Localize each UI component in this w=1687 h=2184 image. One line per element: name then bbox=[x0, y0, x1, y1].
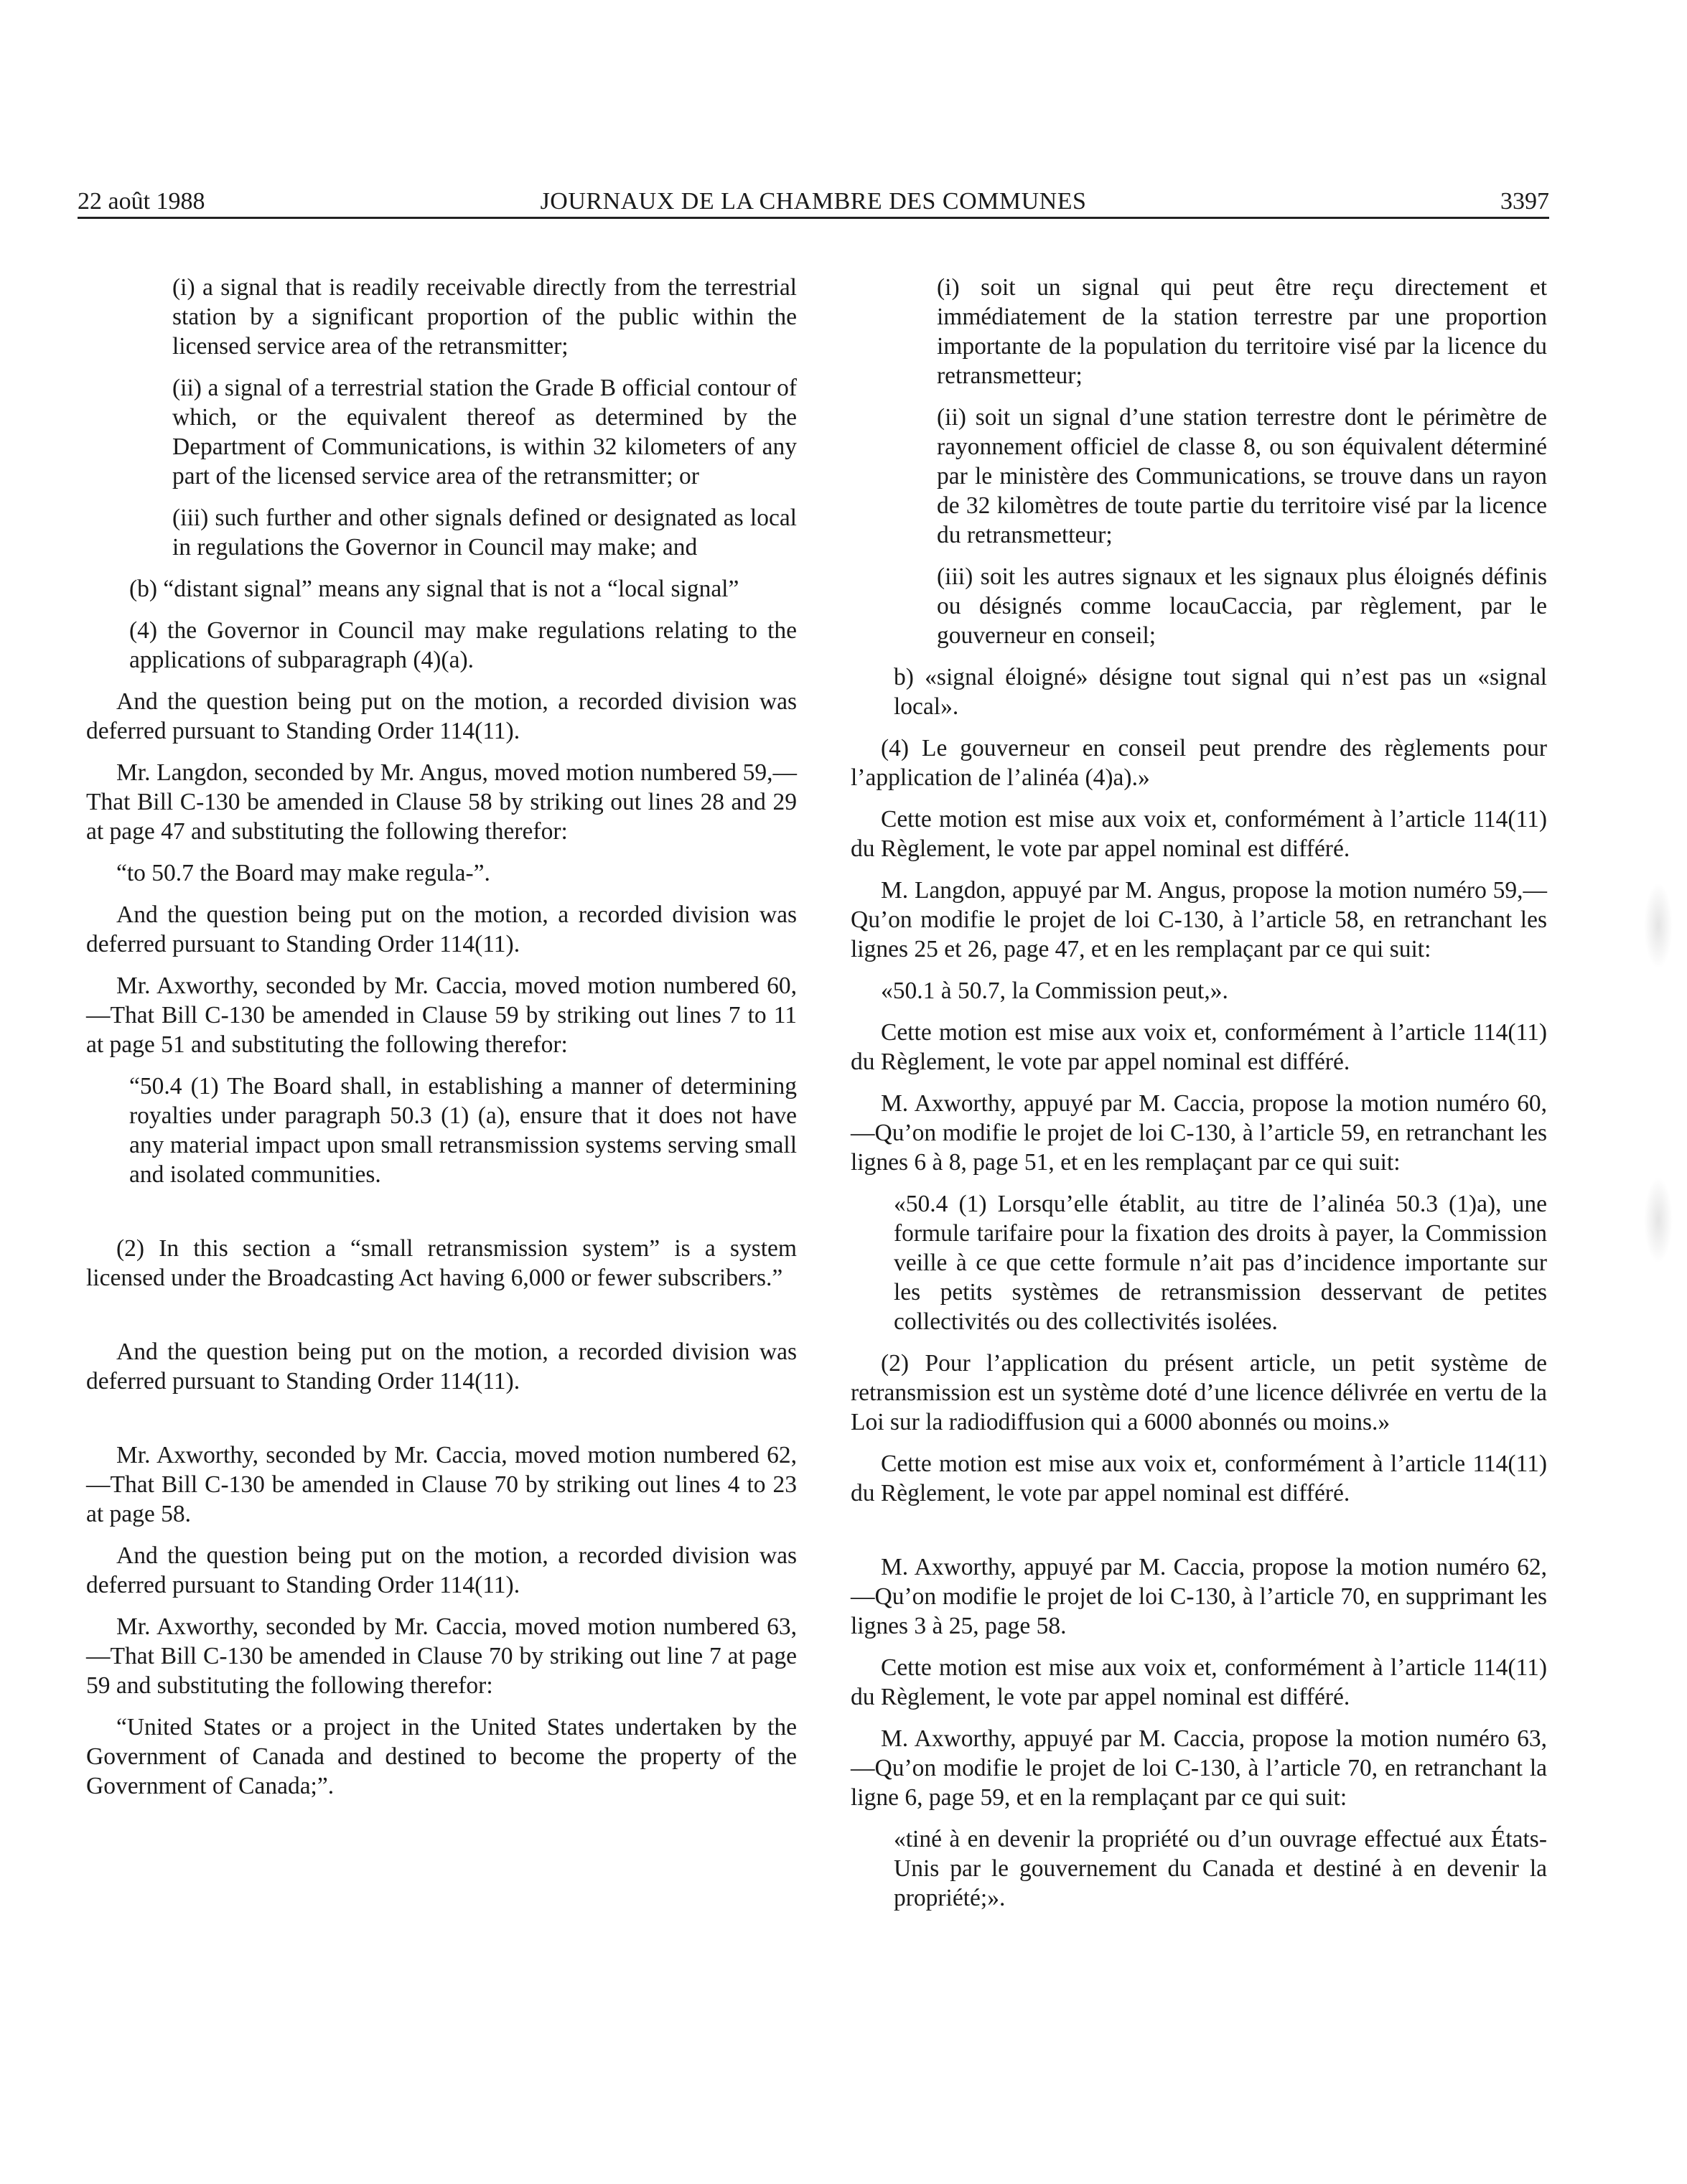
right-paragraph: «50.4 (1) Lorsqu’elle établit, au titre de l’alinéa 50.3 (1)a), une formule tarifaire pour la fixation des droits à payer, la Commission veille à ce que cette formule n’ait pas d’incidence importante sur les petits systèmes de retransmission desservant de petites collectivités ou des collectivités isolées. bbox=[894, 1191, 1547, 1335]
right-paragraph: (4) Le gouverneur en conseil peut prendre des règlements pour l’application de l’alinéa (4)a).» bbox=[851, 735, 1547, 791]
right-paragraph: Cette motion est mise aux voix et, conformément à l’article 114(11) du Règlement, le vote par appel nominal est différé. bbox=[851, 1450, 1547, 1506]
left-paragraph: And the question being put on the motion, a recorded division was deferred pursuant to Standing Order 114(11). bbox=[86, 688, 797, 744]
paragraph-spacer bbox=[86, 1408, 797, 1440]
left-paragraph: (ii) a signal of a terrestrial station the Grade B official contour of which, or the equivalent thereof as determined by the Department of Communications, is within 32 kilometers of any part of the licensed service area of the retransmitter; or bbox=[172, 375, 797, 489]
right-paragraph: «50.1 à 50.7, la Commission peut,». bbox=[881, 978, 1228, 1004]
left-paragraph: (iii) such further and other signals defined or designated as local in regulations the Governor in Council may make; and bbox=[172, 505, 797, 561]
left-paragraph: “50.4 (1) The Board shall, in establishing a manner of determining royalties under paragraph 50.3 (1) (a), ensure that it does not have any material impact upon small retransmission systems serving small and isolated communities. bbox=[129, 1073, 797, 1188]
right-paragraph: «tiné à en devenir la propriété ou d’un ouvrage effectué aux États-Unis par le gouvernement du Canada et destiné à en devenir la propriété;». bbox=[894, 1826, 1547, 1911]
paragraph-spacer bbox=[86, 1305, 797, 1337]
header-title: JOURNAUX DE LA CHAMBRE DES COMMUNES bbox=[540, 188, 1087, 215]
right-paragraph: (iii) soit les autres signaux et les signaux plus éloignés définis ou désignés comme locauCaccia, par règlement, par le gouverneur en conseil; bbox=[937, 563, 1547, 649]
scan-artifact bbox=[1644, 1177, 1673, 1263]
right-paragraph: M. Langdon, appuyé par M. Angus, propose la motion numéro 59,—Qu’on modifie le projet de loi C-130, à l’article 58, en retranchant les lignes 25 et 26, page 47, et en les remplaçant par ce qui suit: bbox=[851, 877, 1547, 962]
header-date: 22 août 1988 bbox=[78, 188, 205, 215]
left-paragraph: Mr. Langdon, seconded by Mr. Angus, moved motion numbered 59,—That Bill C-130 be amended in Clause 58 by striking out lines 28 and 29 at page 47 and substituting the following therefor: bbox=[86, 759, 797, 845]
left-paragraph: Mr. Axworthy, seconded by Mr. Caccia, moved motion numbered 62,—That Bill C-130 be amended in Clause 70 by striking out lines 4 to 23 at page 58. bbox=[86, 1442, 797, 1527]
left-paragraph: And the question being put on the motion, a recorded division was deferred pursuant to Standing Order 114(11). bbox=[86, 901, 797, 957]
paragraph-spacer bbox=[851, 1520, 1547, 1552]
left-paragraph: Mr. Axworthy, seconded by Mr. Caccia, moved motion numbered 60,—That Bill C-130 be amended in Clause 59 by striking out lines 7 to 11 at page 51 and substituting the following therefor: bbox=[86, 973, 797, 1058]
english-column bbox=[86, 273, 797, 1813]
right-paragraph: (ii) soit un signal d’une station terrestre dont le périmètre de rayonnement officiel de classe 8, ou son équivalent déterminé par le ministère des Communications, se trouve dans un rayon de 32 kilomètres de toute partie du territoire visé par la licence du retransmetteur; bbox=[937, 404, 1547, 548]
right-paragraph: (i) soit un signal qui peut être reçu directement et immédiatement de la station terrestre par une proportion importante de la population du territoire visé par la licence du retransmetteur; bbox=[937, 274, 1547, 389]
left-paragraph: (2) In this section a “small retransmission system” is a system licensed under the Broadcasting Act having 6,000 or fewer subscribers.” bbox=[86, 1235, 797, 1291]
left-paragraph: Mr. Axworthy, seconded by Mr. Caccia, moved motion numbered 63,—That Bill C-130 be amended in Clause 70 by striking out line 7 at page 59 and substituting the following therefor: bbox=[86, 1613, 797, 1699]
page-number: 3397 bbox=[1500, 188, 1549, 215]
left-paragraph: And the question being put on the motion, a recorded division was deferred pursuant to Standing Order 114(11). bbox=[86, 1542, 797, 1598]
french-column bbox=[851, 273, 1547, 1925]
scan-artifact bbox=[1644, 883, 1673, 969]
left-paragraph: “to 50.7 the Board may make regula-”. bbox=[116, 860, 490, 886]
paragraph-spacer bbox=[86, 1201, 797, 1234]
right-paragraph: b) «signal éloigné» désigne tout signal qui n’est pas un «signal local». bbox=[894, 664, 1547, 720]
left-paragraph: (i) a signal that is readily receivable directly from the terrestrial station by a significant proportion of the public within the licensed service area of the retransmitter; bbox=[172, 274, 797, 360]
left-paragraph: (b) “distant signal” means any signal that is not a “local signal” bbox=[129, 576, 739, 602]
left-paragraph: (4) the Governor in Council may make regulations relating to the applications of subparagraph (4)(a). bbox=[129, 617, 797, 673]
right-paragraph: (2) Pour l’application du présent article, un petit système de retransmission est un système doté d’une licence délivrée en vertu de la Loi sur la radiodiffusion qui a 6000 abonnés ou moins.» bbox=[851, 1350, 1547, 1435]
right-paragraph: M. Axworthy, appuyé par M. Caccia, propose la motion numéro 62,—Qu’on modifie le projet de loi C-130, à l’article 70, en supprimant les lignes 3 à 25, page 58. bbox=[851, 1554, 1547, 1639]
right-paragraph: Cette motion est mise aux voix et, conformément à l’article 114(11) du Règlement, le vote par appel nominal est différé. bbox=[851, 1019, 1547, 1075]
right-paragraph: M. Axworthy, appuyé par M. Caccia, propose la motion numéro 60,—Qu’on modifie le projet de loi C-130, à l’article 59, en retranchant les lignes 6 à 8, page 51, et en les remplaçant par ce qui suit: bbox=[851, 1090, 1547, 1176]
left-paragraph: And the question being put on the motion, a recorded division was deferred pursuant to Standing Order 114(11). bbox=[86, 1339, 797, 1395]
page-header bbox=[78, 179, 1549, 219]
right-paragraph: Cette motion est mise aux voix et, conformément à l’article 114(11) du Règlement, le vote par appel nominal est différé. bbox=[851, 806, 1547, 862]
left-paragraph: “United States or a project in the United States undertaken by the Government of Canada and destined to become the property of the Government of Canada;”. bbox=[86, 1714, 797, 1799]
right-paragraph: M. Axworthy, appuyé par M. Caccia, propose la motion numéro 63,—Qu’on modifie le projet de loi C-130, à l’article 70, en retranchant la ligne 6, page 59, et en la remplaçant par ce qui suit: bbox=[851, 1725, 1547, 1811]
right-paragraph: Cette motion est mise aux voix et, conformément à l’article 114(11) du Règlement, le vote par appel nominal est différé. bbox=[851, 1654, 1547, 1710]
